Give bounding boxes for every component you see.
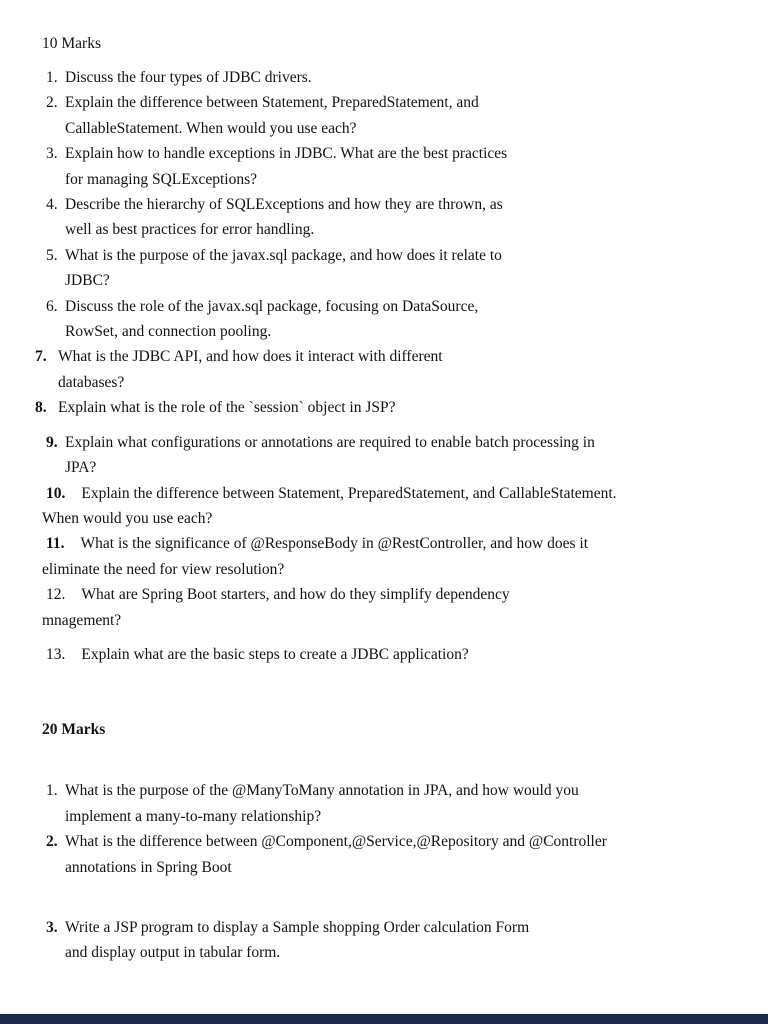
- section-heading: 10 Marks: [42, 35, 101, 52]
- question-item: [42, 65, 728, 90]
- question-number: 7.: [35, 348, 47, 366]
- question-item: [42, 294, 728, 345]
- question-item: [42, 829, 728, 880]
- question-number: 8.: [35, 399, 47, 417]
- question-number: 9.: [46, 433, 58, 451]
- question-item: [42, 430, 728, 481]
- question-item: [42, 481, 728, 532]
- question-item: [42, 243, 728, 294]
- section-10-marks: [35, 31, 728, 667]
- question-text: Explain what is the role of the `session` object in JSP?: [58, 399, 396, 417]
- question-text: Explain the difference between Statement, PreparedStatement, and CallableStatement. When would you use each?: [65, 94, 479, 137]
- question-number: 4.: [46, 196, 58, 214]
- question-number: 10.: [46, 484, 66, 502]
- question-item: [42, 642, 728, 667]
- question-number: 1.: [46, 782, 58, 800]
- question-item: [42, 778, 728, 829]
- question-item: [42, 582, 728, 633]
- question-list: [35, 65, 728, 667]
- section-heading: 20 Marks: [42, 721, 106, 739]
- question-number: 11.: [46, 535, 65, 553]
- pdf-footer-bar: [0, 1014, 768, 1024]
- question-text: What is the difference between @Component,@Service,@Repository and @Controller annotations in Spring Boot: [65, 833, 607, 876]
- question-text: Discuss the four types of JDBC drivers.: [65, 69, 312, 86]
- question-item: [42, 90, 728, 141]
- question-item: [42, 915, 728, 966]
- question-number: 1.: [46, 69, 58, 86]
- question-text: What is the significance of @ResponseBody in @RestController, and how does it eliminate the need for view resolution?: [42, 535, 589, 578]
- question-text: Explain what configurations or annotations are required to enable batch processing in JPA?: [65, 433, 595, 477]
- question-item: [35, 344, 728, 395]
- question-number: 2.: [46, 833, 58, 851]
- question-text: What is the JDBC API, and how does it interact with different databases?: [58, 348, 443, 391]
- question-number: 3.: [46, 145, 58, 163]
- question-text: Explain the difference between Statement, PreparedStatement, and CallableStatement. When would you use each?: [42, 484, 617, 527]
- question-text: Explain how to handle exceptions in JDBC. What are the best practices for managing SQLExceptions?: [65, 145, 508, 188]
- section-20-marks: [42, 717, 728, 965]
- question-number: 13.: [46, 645, 66, 663]
- question-number: 5.: [46, 246, 58, 264]
- question-text: What is the purpose of the @ManyToMany annotation in JPA, and how would you implement a many-to-many relationship?: [65, 782, 579, 825]
- question-number: 3.: [46, 918, 58, 936]
- question-list: [42, 778, 728, 965]
- question-item: [35, 395, 728, 420]
- question-number: 12.: [46, 586, 66, 604]
- question-item: [42, 531, 728, 582]
- question-text: What are Spring Boot starters, and how do they simplify dependency mnagement?: [42, 586, 510, 629]
- question-text: Discuss the role of the javax.sql package, focusing on DataSource, RowSet, and connection pooling.: [65, 297, 479, 341]
- question-item: [42, 141, 728, 192]
- question-number: 6.: [46, 297, 58, 315]
- question-text: What is the purpose of the javax.sql package, and how does it relate to JDBC?: [65, 246, 502, 290]
- question-number: 2.: [46, 94, 58, 112]
- question-text: Write a JSP program to display a Sample shopping Order calculation Form and display output in tabular form.: [65, 918, 530, 962]
- question-text: Explain what are the basic steps to create a JDBC application?: [81, 645, 469, 663]
- question-item: [42, 192, 728, 243]
- question-text: Describe the hierarchy of SQLExceptions and how they are thrown, as well as best practices for error handling.: [65, 196, 503, 239]
